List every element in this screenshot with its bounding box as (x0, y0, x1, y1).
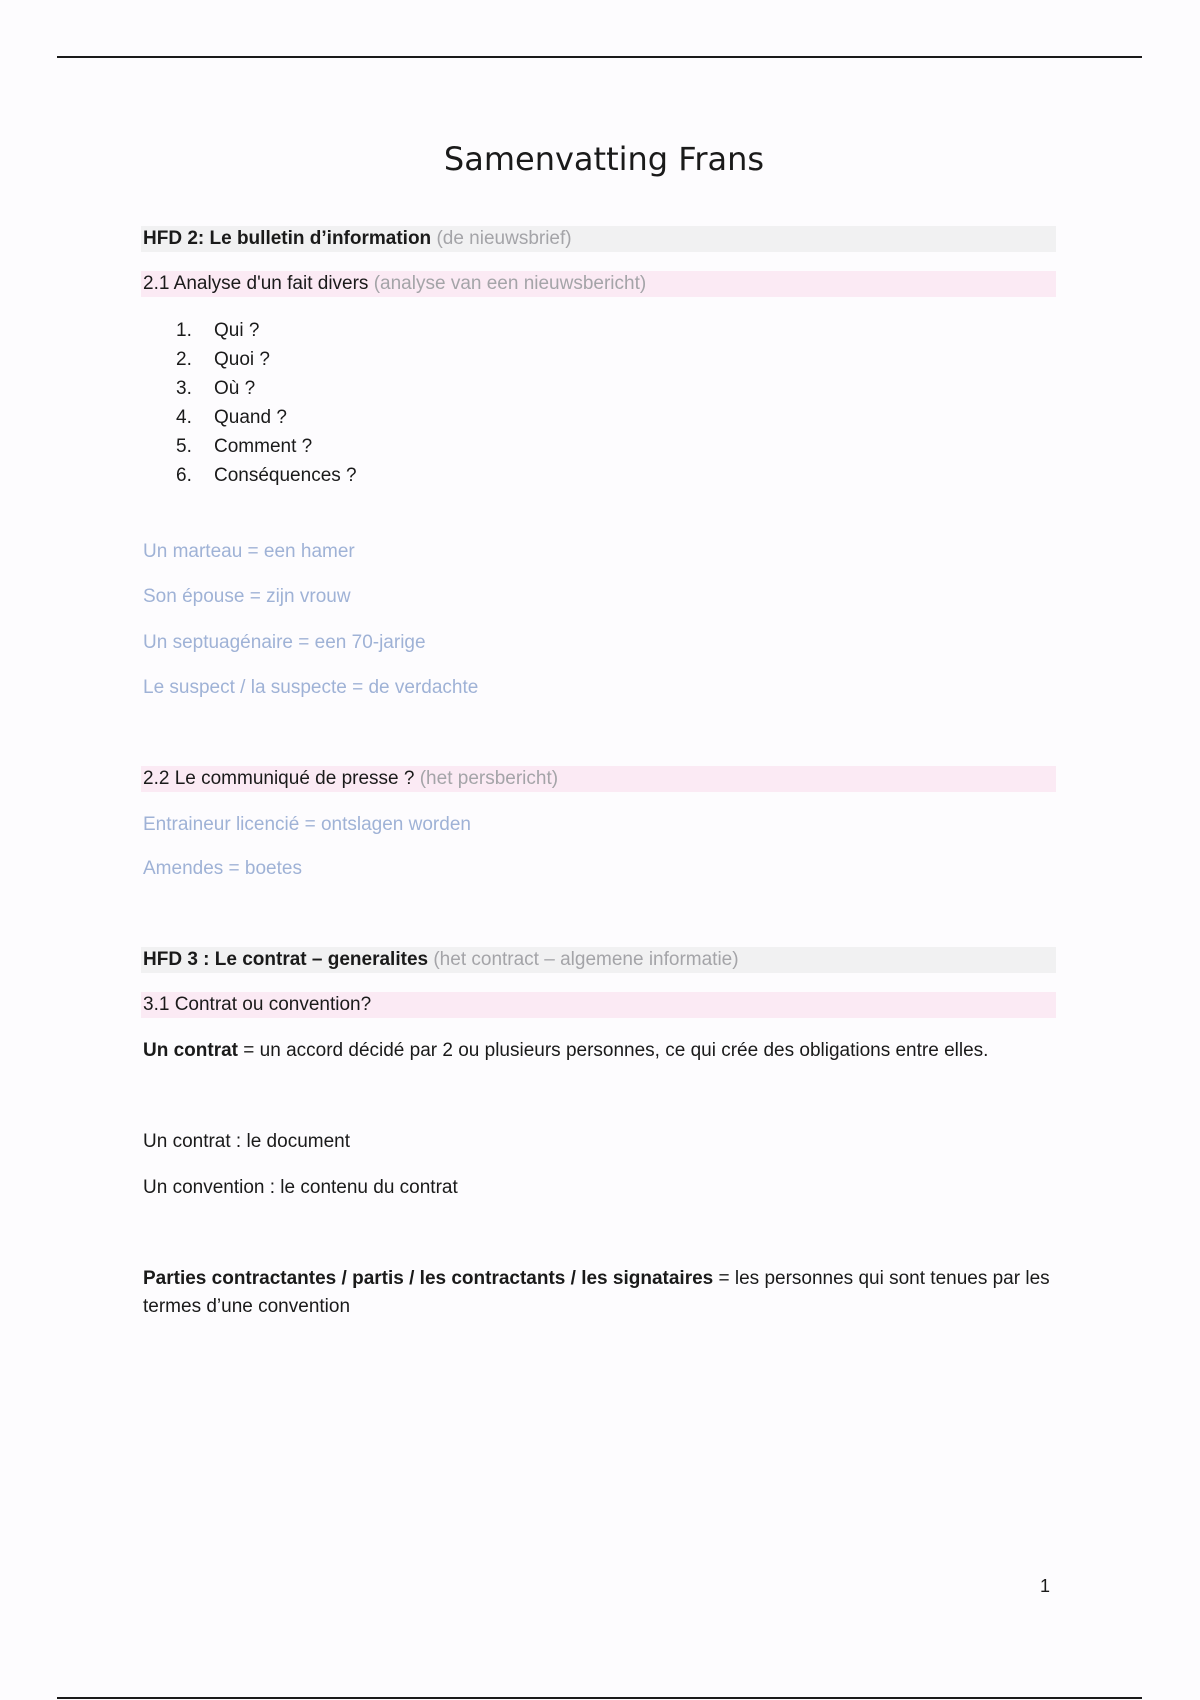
parties-term: Parties contractantes / partis / les contractants / les signataires (143, 1268, 714, 1289)
list-item (176, 345, 357, 374)
chapter-3-translation: (het contract – algemene informatie) (433, 949, 739, 970)
vocab-line: Un marteau = een hamer (143, 541, 355, 562)
convention-line: Un convention : le contenu du contrat (143, 1177, 458, 1198)
vocab-line: Son épouse = zijn vrouw (143, 586, 351, 607)
section-2-1-title: 2.1 Analyse d'un fait divers (143, 273, 369, 294)
parties-text: = les personnes qui sont tenues par les termes d’une convention (143, 1268, 1050, 1317)
vocab-line: Un septuagénaire = een 70-jarige (143, 632, 426, 653)
section-2-1-translation: (analyse van een nieuwsbericht) (373, 273, 647, 294)
vocab-line: Amendes = boetes (143, 858, 302, 879)
list-item (176, 374, 357, 403)
list-number: 5. (176, 436, 192, 457)
section-2-2-title: 2.2 Le communiqué de presse ? (143, 768, 415, 789)
definition-text: = un accord décidé par 2 ou plusieurs personnes, ce qui crée des obligations entre elles. (238, 1040, 989, 1061)
vocab-line: Le suspect / la suspecte = de verdachte (143, 677, 479, 698)
parties-definition (143, 1265, 1058, 1321)
list-item (176, 432, 357, 461)
section-3-1-heading (141, 992, 1056, 1018)
bottom-rule (57, 1697, 1142, 1699)
list-text: Comment ? (214, 436, 313, 457)
question-list (176, 316, 357, 490)
page-title: Samenvatting Frans (443, 140, 765, 178)
contract-definition (143, 1037, 1063, 1065)
list-text: Où ? (214, 378, 256, 399)
section-2-2-heading (141, 766, 1056, 792)
chapter-2-heading (141, 226, 1056, 252)
section-2-2-translation: (het persbericht) (419, 768, 559, 789)
list-number: 6. (176, 465, 192, 486)
chapter-2-translation: (de nieuwsbrief) (436, 228, 572, 249)
vocab-line: Entraineur licencié = ontslagen worden (143, 814, 471, 835)
top-rule (57, 56, 1142, 58)
list-item (176, 403, 357, 432)
chapter-3-title: HFD 3 : Le contrat – generalites (143, 949, 429, 970)
list-number: 1. (176, 320, 192, 341)
list-text: Quoi ? (214, 349, 270, 370)
chapter-2-title: HFD 2: Le bulletin d’information (143, 228, 432, 249)
contract-document-line: Un contrat : le document (143, 1131, 350, 1152)
list-number: 3. (176, 378, 192, 399)
list-text: Quand ? (214, 407, 287, 428)
list-number: 4. (176, 407, 192, 428)
list-item (176, 316, 357, 345)
list-text: Conséquences ? (214, 465, 357, 486)
definition-term: Un contrat (143, 1040, 238, 1061)
list-item (176, 461, 357, 490)
list-number: 2. (176, 349, 192, 370)
page-number: 1 (1040, 1576, 1051, 1596)
list-text: Qui ? (214, 320, 260, 341)
section-3-1-title: 3.1 Contrat ou convention? (143, 994, 372, 1015)
section-2-1-heading (141, 271, 1056, 297)
chapter-3-heading (141, 947, 1056, 973)
